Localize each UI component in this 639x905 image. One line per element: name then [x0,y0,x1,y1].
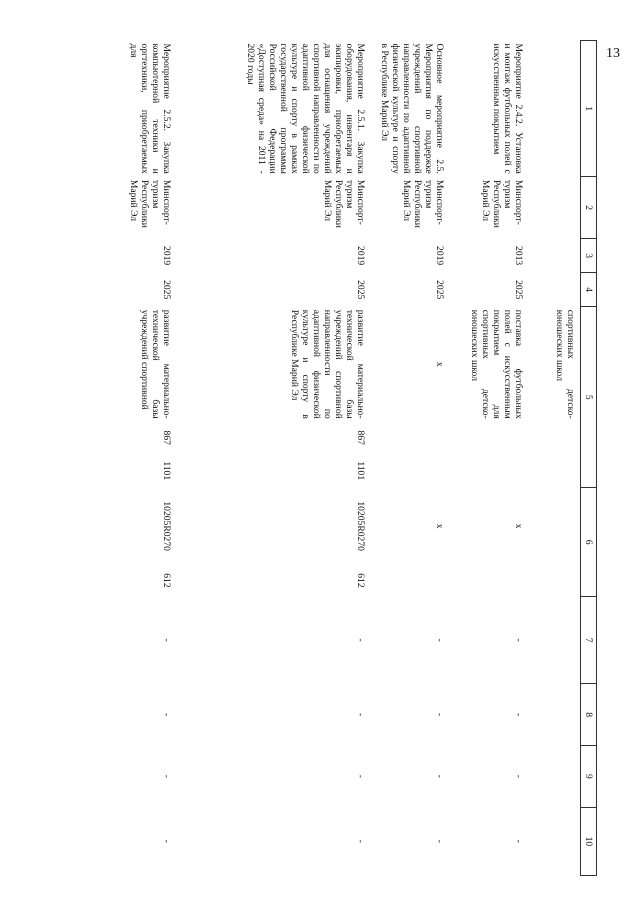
col-header-5: 5 [581,307,597,488]
cell-event: Мероприятие 2.5.1. Закупка оборудования, инвентаря и экипировки, приобретаемых для оснащения учреждений спортивной направленности по адаптивной физической культуре и спорту в рамках государственной программы Российской Федерации «Доступная среда» на 2011 - 2020 годы [245,43,366,174]
cell-vr [370,564,449,596]
cell-executor: Минспорт-туризм Республики Марий Эл [480,179,524,228]
cell-col8: - [434,713,445,717]
cell-col7 [528,596,581,683]
col-header-2: 2 [581,177,597,239]
cell-col7: - [513,638,524,642]
cell-col8: - [513,713,524,717]
cell-col9 [528,746,581,808]
cell-csr [528,488,581,565]
cell-rzpr [528,454,581,488]
cell-end-year: 2025 [161,280,172,300]
page-number: 13 [606,46,620,61]
cell-start-year: 2019 [434,246,445,266]
cell-col9: - [161,774,172,778]
cell-grbs [449,422,528,454]
table-row [528,41,581,876]
cell-event: Основное мероприятие 2.5. Мероприятия по поддержке учреждений спортивной направленности по адаптивной физической культуре и спорту в Республике Марий Эл [379,43,445,174]
cell-result: развитие материально-технической базы учреждений спортивной [139,309,172,419]
rotated-table-container [37,40,597,876]
cell-vr [528,564,581,596]
cell-rzpr: 1101 [161,461,172,481]
cell-vr: 612 [355,573,366,588]
cell-start-year: 2019 [355,246,366,266]
cell-end-year: 2025 [434,280,445,300]
cell-start-year [528,239,581,273]
cell-csr: х [513,523,524,529]
col-header-7: 7 [581,596,597,683]
col-header-6: 6 [581,488,597,597]
col-header-4: 4 [581,273,597,307]
col-header-1: 1 [581,41,597,177]
cell-col9: - [434,774,445,778]
cell-col8: - [355,713,366,717]
cell-event: Мероприятие 2.5.2. Закупка компьютерной техники и оргтехники, приобретаемых для [128,43,172,174]
cell-col7: - [161,638,172,642]
cell-grbs [528,422,581,454]
col-header-3: 3 [581,239,597,273]
cell-executor [528,177,581,239]
cell-result: поставка футбольных полей с искусственным покрытием для спортивных детско-юношеских школ [469,309,524,419]
col-header-9: 9 [581,746,597,808]
table-row [449,41,528,876]
cell-executor: Минспорт-туризм Республики Марий Эл [401,179,445,228]
program-table [52,40,597,876]
table-row [52,41,176,876]
cell-csr: 10205R0270 [161,501,172,551]
cell-col10: - [434,839,445,843]
cell-end-year: 2025 [355,280,366,300]
table-header-row [581,41,597,876]
cell-end-year [528,273,581,307]
cell-col10: - [355,839,366,843]
cell-rzpr [370,454,449,488]
cell-grbs [370,422,449,454]
table-row [370,41,449,876]
cell-col10 [528,807,581,875]
col-header-8: 8 [581,684,597,746]
cell-executor: Минспорт-туризм Республики Марий Эл [322,179,366,228]
cell-start-year: 2013 [513,246,524,266]
cell-col10: - [161,839,172,843]
cell-csr: х [434,523,445,529]
cell-col7: - [434,638,445,642]
cell-event [528,41,581,177]
cell-vr [449,564,528,596]
cell-result: х [434,361,445,367]
cell-event: Мероприятие 2.4.2. Установка и монтаж футбольных полей с искусственным покрытием [491,43,524,174]
cell-col10: - [513,839,524,843]
cell-end-year: 2025 [513,280,524,300]
table-row [176,41,370,876]
cell-col8 [528,684,581,746]
cell-csr: 10205R0270 [355,501,366,551]
cell-col7: - [355,638,366,642]
cell-col9: - [513,774,524,778]
cell-executor: Минспорт-туризм Республики Марий Эл [128,179,172,228]
cell-grbs: 867 [355,430,366,445]
cell-col8: - [161,713,172,717]
cell-col9: - [355,774,366,778]
cell-start-year: 2019 [161,246,172,266]
cell-rzpr: 1101 [355,461,366,481]
cell-vr: 612 [161,573,172,588]
cell-result: спортивных детско-юношеских школ [554,309,576,419]
cell-result: развитие материально-технической базы учреждений спортивной направленности по адаптивной физической культуре и спорту в Республике Марий Эл [289,309,366,419]
col-header-10: 10 [581,807,597,875]
cell-rzpr [449,454,528,488]
cell-grbs: 867 [161,430,172,445]
